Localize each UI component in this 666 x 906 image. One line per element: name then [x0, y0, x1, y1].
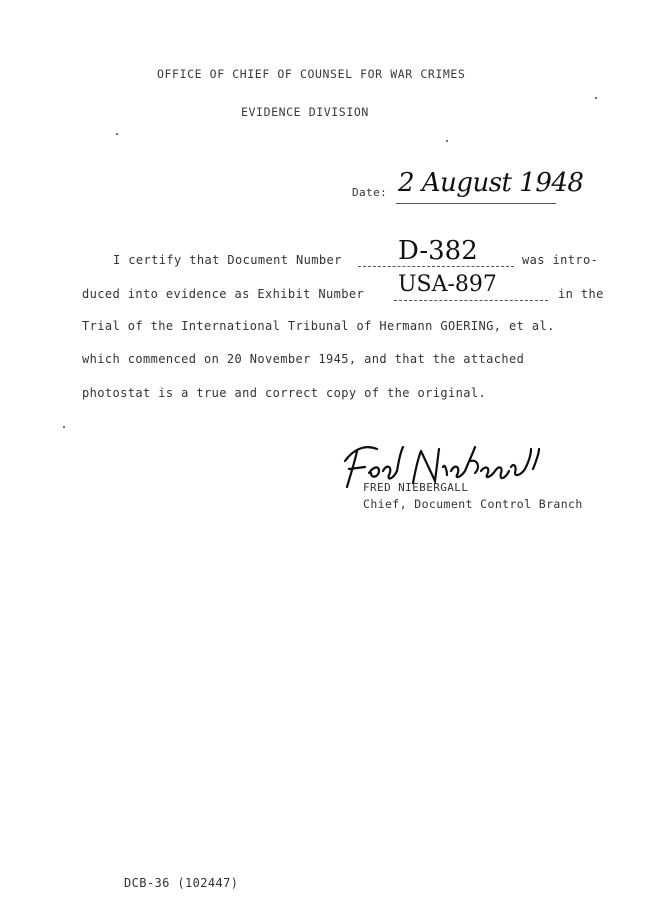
- date-label: Date:: [352, 186, 388, 199]
- scan-speck: [446, 140, 448, 142]
- document-number-handwritten: D-382: [398, 236, 478, 266]
- scan-speck: [116, 133, 118, 135]
- scan-speck: [63, 426, 65, 428]
- date-handwritten: 2 August 1948: [398, 168, 584, 198]
- document-number-blank: [358, 266, 514, 267]
- division-heading: EVIDENCE DIVISION: [241, 105, 369, 119]
- cert-line1-prefix: I certify that Document Number: [113, 253, 342, 267]
- exhibit-number-handwritten: USA-897: [398, 272, 497, 297]
- signatory-title: Chief, Document Control Branch: [363, 497, 583, 511]
- signatory-typed-name: FRED NIEBERGALL: [363, 481, 469, 494]
- exhibit-number-blank: [394, 300, 548, 301]
- cert-line4: which commenced on 20 November 1945, and that the attached: [82, 352, 525, 366]
- date-underline: [396, 203, 556, 204]
- scan-speck: [595, 97, 597, 99]
- cert-line5: photostat is a true and correct copy of the original.: [82, 386, 487, 400]
- cert-line1-suffix: was intro-: [522, 253, 599, 267]
- office-heading: OFFICE OF CHIEF OF COUNSEL FOR WAR CRIMES: [157, 67, 466, 81]
- cert-line2-suffix: in the: [558, 287, 604, 301]
- cert-line3: Trial of the International Tribunal of Hermann GOERING, et al.: [82, 319, 555, 333]
- cert-line2-prefix: duced into evidence as Exhibit Number: [82, 287, 365, 301]
- form-number: DCB-36 (102447): [124, 876, 239, 890]
